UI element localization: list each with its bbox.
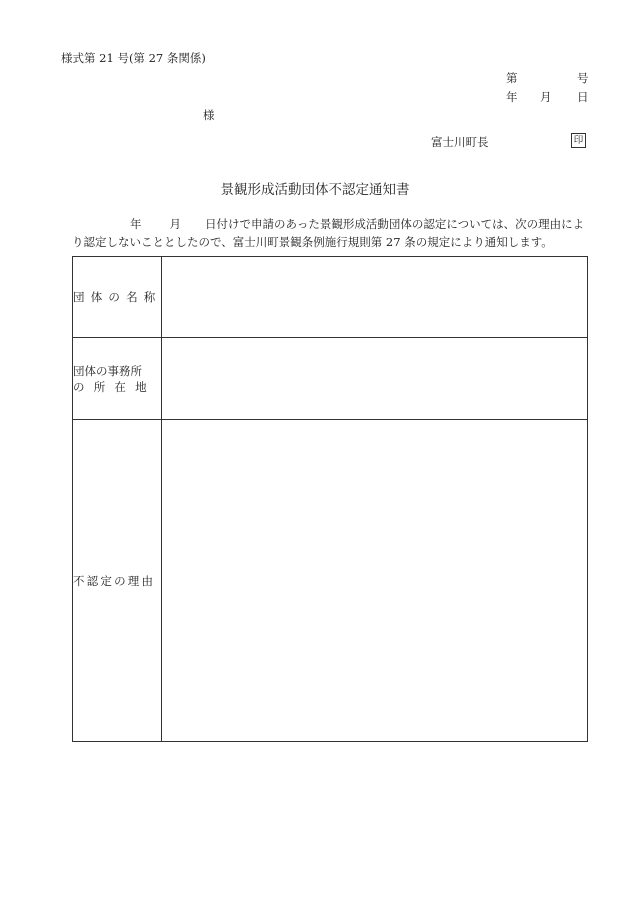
field-office-address[interactable] [162,338,588,420]
label-office-address [73,338,162,420]
field-group-name[interactable] [162,257,588,338]
date-day-label: 日 [577,90,589,104]
body-month-label: 月 [169,217,181,231]
table-row-reason [73,420,588,742]
date-year-label: 年 [506,90,518,104]
document-number-label: 第 [506,71,518,85]
field-reason[interactable] [162,420,588,742]
body-line-1 [76,216,584,232]
page-title: 景観形成活動団体不認定通知書 [220,182,410,198]
date-month-label: 月 [540,90,552,104]
label-office-address-line2: の所在地 [73,379,156,394]
issuer-name: 富士川町長 [431,135,489,149]
label-group-name [73,257,162,338]
table-row-office-address [73,338,588,420]
details-table [72,256,588,742]
label-reason-text: 不認定の理由 [73,573,156,588]
addressee-suffix: 様 [203,108,215,122]
label-group-name-text: 団体の名称 [73,290,162,304]
label-reason [73,420,162,742]
document-number-suffix: 号 [577,71,589,85]
body-line-1-text: 日付けで申請のあった景観形成活動団体の認定については、次の理由によ [205,217,585,231]
table-row-group-name [73,257,588,338]
seal-mark: 印 [571,133,586,148]
form-number: 様式第 21 号(第 27 条関係) [61,51,206,65]
body-line-2: り認定しないこととしたので、富士川町景観条例施行規則第 27 条の規定により通知します。 [72,235,553,249]
body-year-label: 年 [130,217,142,231]
label-office-address-line1: 団体の事務所 [73,363,142,378]
